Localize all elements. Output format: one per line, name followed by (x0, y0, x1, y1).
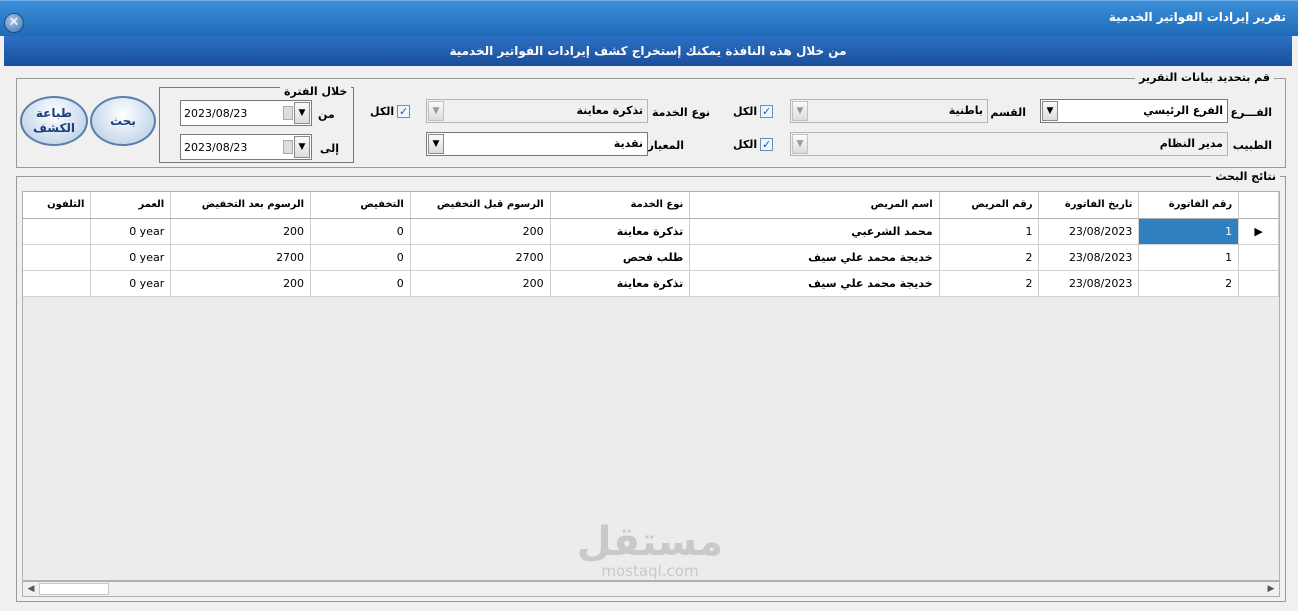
column-header[interactable]: التلفون (23, 192, 91, 218)
table-cell[interactable]: 0 (311, 218, 411, 244)
table-header-row (23, 192, 1279, 218)
chevron-down-icon[interactable]: ▼ (294, 136, 310, 158)
column-header[interactable]: رقم الفاتورة (1139, 192, 1239, 218)
table-cell[interactable] (23, 244, 91, 270)
watermark-arabic: مستقل (576, 519, 724, 565)
scrollbar-thumb[interactable] (39, 583, 109, 595)
table-cell[interactable]: 23/08/2023 (1039, 244, 1139, 270)
standard-select[interactable] (426, 132, 648, 156)
row-indicator (1239, 244, 1279, 270)
chevron-down-icon[interactable]: ▼ (428, 101, 444, 121)
results-legend: نتائج البحث (1211, 171, 1280, 183)
department-label: القسم (990, 106, 1026, 119)
standard-label: المعيار (647, 139, 684, 152)
branch-select[interactable] (1040, 99, 1228, 123)
search-button[interactable] (90, 96, 156, 146)
doctor-value: مدير النظام (1159, 137, 1223, 150)
window-titlebar (0, 0, 1298, 36)
column-header[interactable]: الرسوم قبل التخفيض (410, 192, 550, 218)
department-value: باطنية (948, 104, 983, 117)
service-type-label: نوع الخدمة (651, 106, 710, 119)
checkmark-icon[interactable]: ✓ (762, 138, 772, 151)
service-all-checkbox[interactable] (370, 105, 410, 118)
table-cell[interactable] (23, 218, 91, 244)
to-date-input[interactable] (180, 134, 312, 160)
horizontal-scrollbar[interactable] (22, 581, 1280, 597)
table-cell[interactable]: 2 (939, 270, 1039, 296)
table-cell[interactable]: طلب فحص (550, 244, 690, 270)
table-cell[interactable]: 0 (311, 270, 411, 296)
row-indicator-header (1239, 192, 1279, 218)
branch-label: الفـــرع (1230, 106, 1272, 119)
table-cell[interactable]: خديجة محمد علي سيف (690, 270, 939, 296)
branch-value: الفرع الرئيسي (1143, 104, 1223, 117)
search-button-label: بحث (110, 113, 136, 128)
table-cell[interactable]: 2700 (410, 244, 550, 270)
table-cell[interactable]: 2 (939, 244, 1039, 270)
table-cell[interactable] (23, 270, 91, 296)
print-button-line1: طباعة (35, 106, 73, 120)
service-type-value: تذكرة معاينة (576, 104, 643, 117)
table-cell[interactable]: 200 (410, 270, 550, 296)
chevron-down-icon[interactable]: ▼ (1042, 101, 1058, 121)
watermark (560, 520, 740, 578)
from-label: من (318, 108, 335, 121)
row-indicator (1239, 270, 1279, 296)
column-header[interactable]: التخفيض (311, 192, 411, 218)
column-header[interactable]: اسم المريض (690, 192, 939, 218)
table-row[interactable] (23, 218, 1279, 244)
table-cell[interactable]: 2 (1139, 270, 1239, 296)
column-header[interactable]: رقم المريض (939, 192, 1039, 218)
column-header[interactable]: الرسوم بعد التخفيض (171, 192, 311, 218)
info-banner: من خلال هذه النافذة يمكنك إستخراج كشف إيرادات الفواتير الخدمية (4, 36, 1292, 66)
doctor-all-checkbox[interactable] (733, 138, 773, 151)
calendar-icon (283, 140, 293, 154)
table-cell[interactable]: 0 (311, 244, 411, 270)
from-date-value: 2023/08/23 (184, 107, 248, 120)
standard-value: نقدية (613, 137, 643, 150)
criteria-legend: قم بتحديد بيانات التقرير (1135, 72, 1274, 84)
triangle-left-icon[interactable]: ◀ (27, 584, 35, 594)
table-cell[interactable]: 200 (171, 270, 311, 296)
to-date-value: 2023/08/23 (184, 141, 248, 154)
column-header[interactable]: نوع الخدمة (550, 192, 690, 218)
triangle-right-icon[interactable]: ▶ (1267, 584, 1275, 594)
table-cell[interactable]: 23/08/2023 (1039, 218, 1139, 244)
checkmark-icon[interactable]: ✓ (399, 105, 409, 118)
table-cell[interactable]: 1 (1139, 218, 1239, 244)
results-table (23, 192, 1279, 297)
department-all-checkbox[interactable] (733, 105, 773, 118)
all-label: الكل (370, 105, 395, 118)
chevron-down-icon[interactable]: ▼ (792, 101, 808, 121)
checkmark-icon[interactable]: ✓ (762, 105, 772, 118)
table-row[interactable] (23, 270, 1279, 296)
all-label: الكل (733, 105, 758, 118)
service-type-select[interactable] (426, 99, 648, 123)
print-button-line2: الكشف (32, 121, 76, 135)
close-icon[interactable]: ✕ (4, 13, 24, 33)
table-cell[interactable]: تذكرة معاينة (550, 218, 690, 244)
triangle-right-icon: ▶ (1239, 218, 1279, 244)
table-cell[interactable]: محمد الشرعبي (690, 218, 939, 244)
chevron-down-icon[interactable]: ▼ (428, 134, 444, 154)
column-header[interactable]: العمر (91, 192, 171, 218)
window-title: تقرير إيرادات الفواتير الخدمية (1108, 10, 1286, 24)
table-cell[interactable]: 0 year (91, 244, 171, 270)
from-date-input[interactable] (180, 100, 312, 126)
table-cell[interactable]: خديجة محمد علي سيف (690, 244, 939, 270)
table-cell[interactable]: 200 (410, 218, 550, 244)
to-label: إلى (320, 142, 340, 155)
table-cell[interactable]: 2700 (171, 244, 311, 270)
period-legend: خلال الفترة (280, 86, 351, 98)
department-select[interactable] (790, 99, 988, 123)
table-row[interactable] (23, 244, 1279, 270)
chevron-down-icon[interactable]: ▼ (294, 102, 310, 124)
table-cell[interactable]: 200 (171, 218, 311, 244)
watermark-latin: mostaql.com (601, 562, 699, 580)
table-cell[interactable]: 0 year (91, 218, 171, 244)
table-cell[interactable]: 23/08/2023 (1039, 270, 1139, 296)
all-label: الكل (733, 138, 758, 151)
doctor-select[interactable] (790, 132, 1228, 156)
column-header[interactable]: تاريخ الفاتورة (1039, 192, 1139, 218)
table-cell[interactable]: 1 (1139, 244, 1239, 270)
print-report-button[interactable] (20, 96, 88, 146)
calendar-icon (283, 106, 293, 120)
doctor-label: الطبيب (1232, 139, 1272, 152)
table-cell[interactable]: 0 year (91, 270, 171, 296)
table-cell[interactable]: 1 (939, 218, 1039, 244)
chevron-down-icon[interactable]: ▼ (792, 134, 808, 154)
table-cell[interactable]: تذكرة معاينة (550, 270, 690, 296)
